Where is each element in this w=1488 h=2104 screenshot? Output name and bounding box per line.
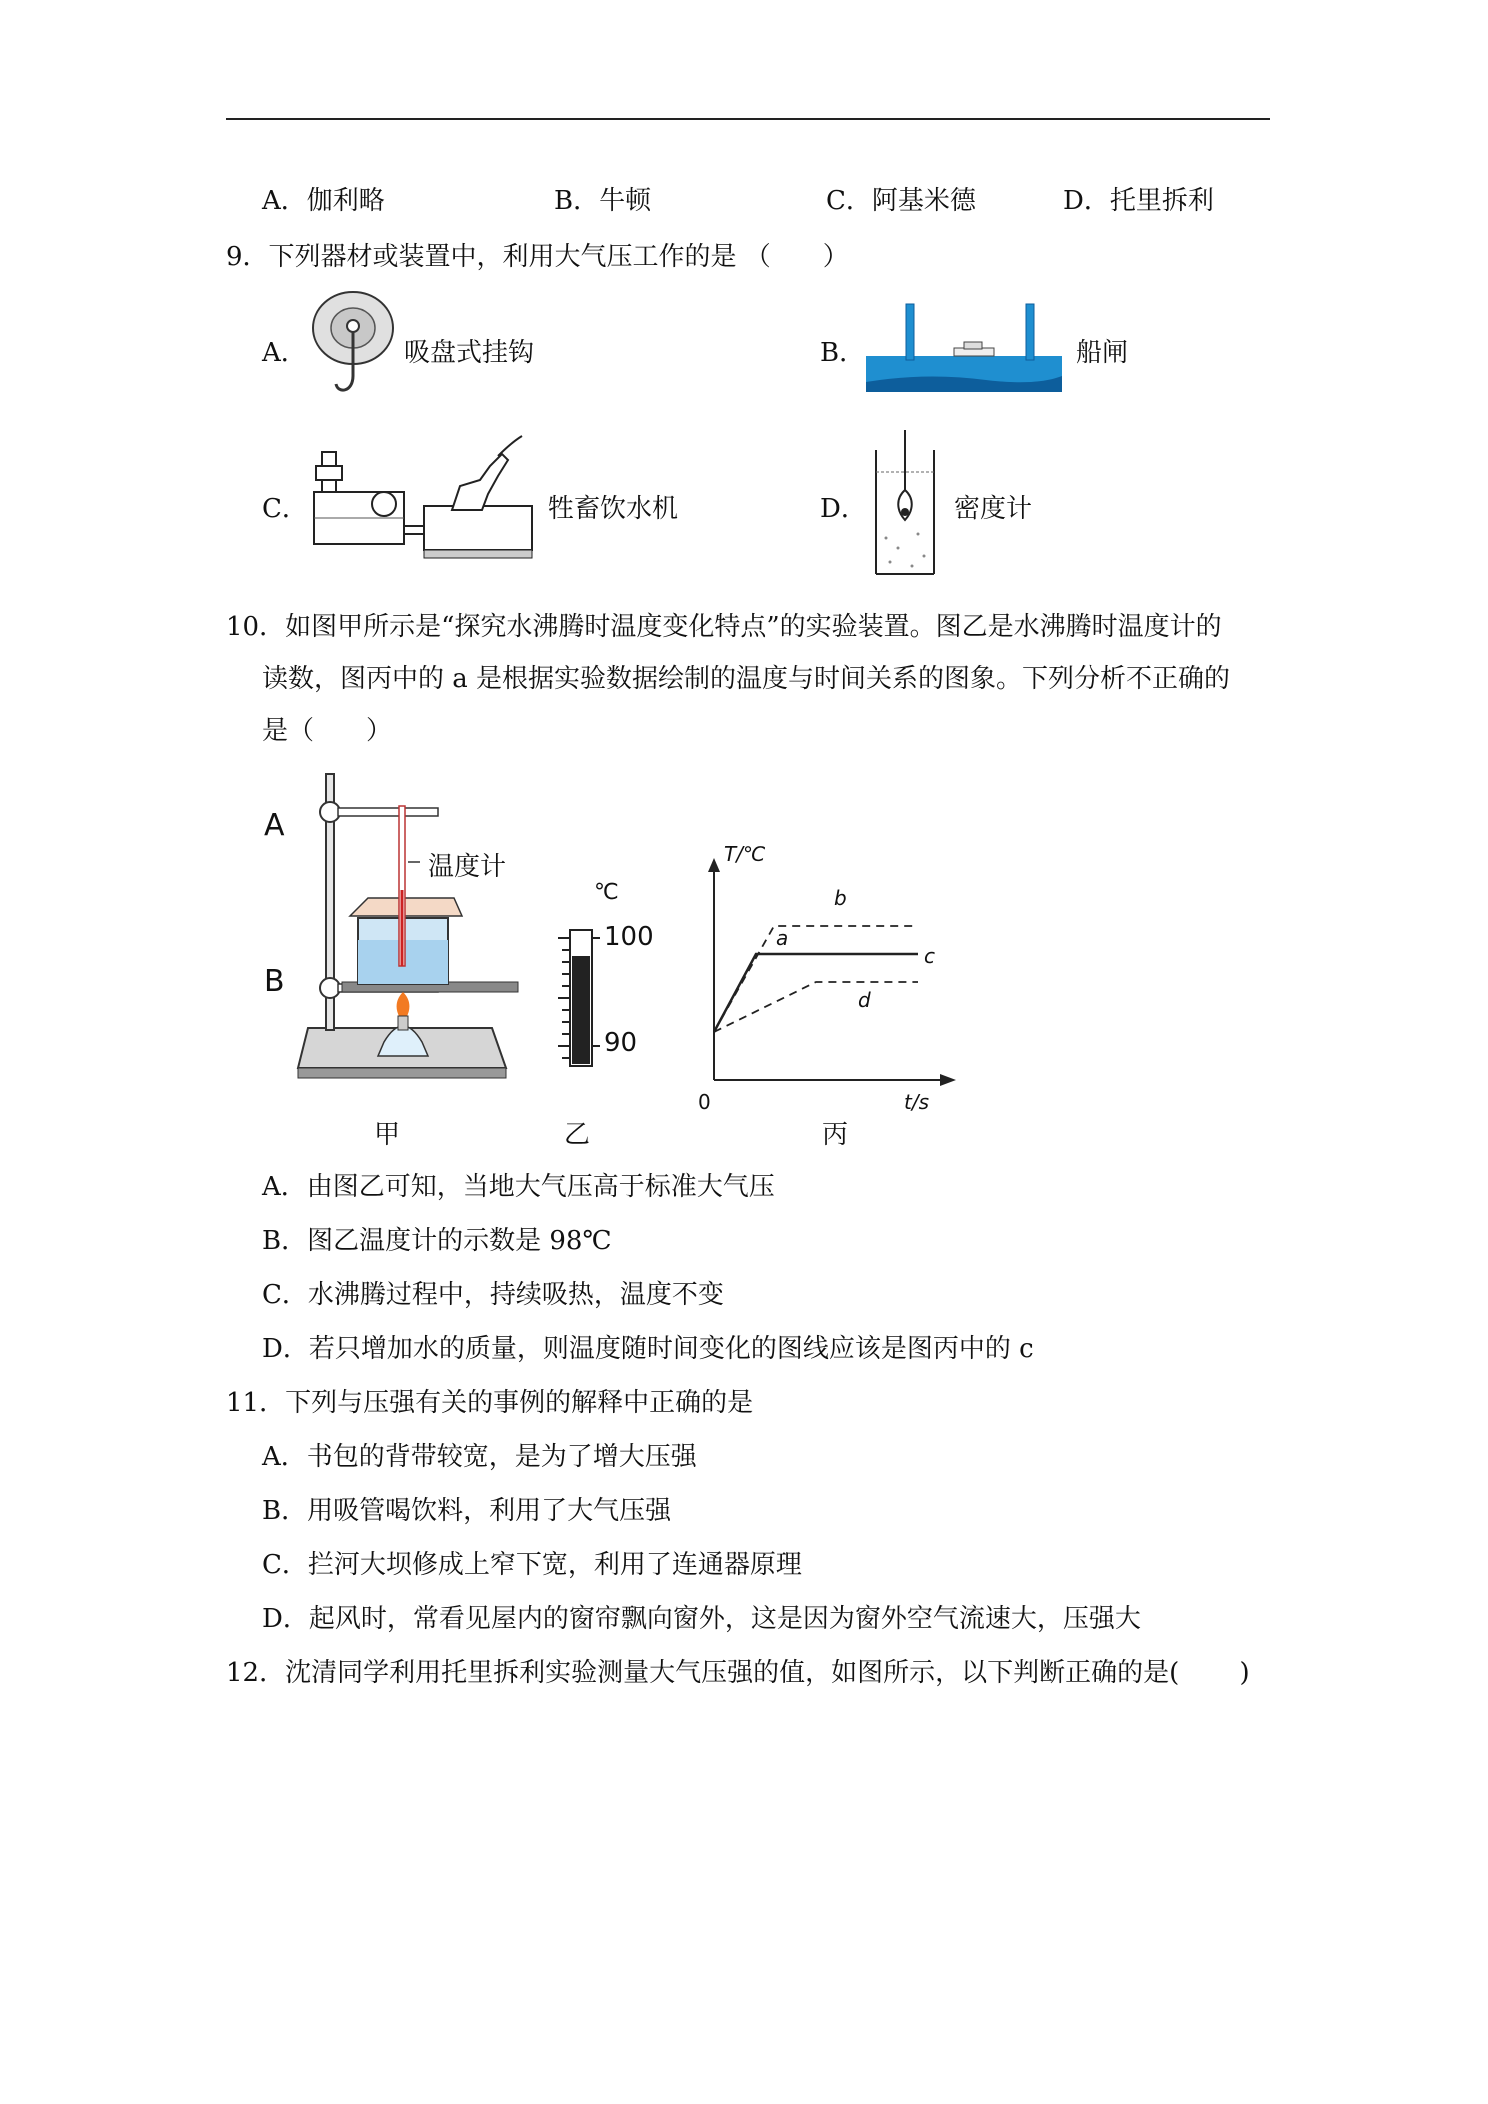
q10-stem-line3: 是（ ）: [262, 716, 393, 746]
graph-origin-label: 0: [698, 1090, 711, 1114]
q10-option-b: B．图乙温度计的示数是 98℃: [262, 1226, 612, 1256]
q11-option-d: D．起风时，常看见屋内的窗帘飘向窗外，这是因为窗外空气流速大，压强大: [262, 1604, 1141, 1634]
thermometer-label: 温度计: [428, 852, 507, 882]
ship-lock-icon: [866, 300, 1062, 392]
q9-option-b-label: 船闸: [1076, 338, 1129, 368]
boiling-apparatus-figure: [258, 770, 518, 1100]
graph-y-axis-label: T/℃: [724, 842, 766, 866]
graph-x-axis-label: t/s: [904, 1090, 929, 1114]
scale-tick-100: 100: [604, 922, 654, 952]
clamp-label-b: B: [264, 964, 285, 999]
q8-option-d: D．托里拆利: [1063, 186, 1214, 216]
temperature-time-graph: [700, 856, 960, 1096]
q10-option-d: D．若只增加水的质量，则温度随时间变化的图线应该是图丙中的 c: [262, 1334, 1034, 1364]
q9-option-a-label: 吸盘式挂钩: [404, 338, 535, 368]
q9-stem: 9．下列器材或装置中，利用大气压工作的是 （ ）: [226, 242, 849, 272]
q9-option-d-letter: D．: [820, 494, 867, 524]
q10-option-c: C．水沸腾过程中，持续吸热，温度不变: [262, 1280, 724, 1310]
figure-caption-jia: 甲: [374, 1120, 401, 1150]
scale-tick-90: 90: [604, 1028, 638, 1058]
hydrometer-icon: [868, 428, 942, 576]
q9-option-c-label: 牲畜饮水机: [548, 494, 679, 524]
line-label-c: c: [924, 944, 935, 968]
line-label-d: d: [858, 988, 871, 1012]
q10-stem-line2: 读数，图丙中的 a 是根据实验数据绘制的温度与时间关系的图象。下列分析不正确的: [262, 664, 1231, 694]
figure-caption-bing: 丙: [822, 1120, 849, 1150]
figure-caption-yi: 乙: [564, 1120, 591, 1150]
q11-option-a: A．书包的背带较宽，是为了增大压强: [262, 1442, 697, 1472]
clamp-label-a: A: [264, 808, 285, 843]
q8-option-b: B．牛顿: [554, 186, 652, 216]
q11-option-c: C．拦河大坝修成上窄下宽，利用了连通器原理: [262, 1550, 802, 1580]
q8-option-a: A．伽利略: [262, 186, 385, 216]
q9-option-c-letter: C．: [262, 494, 308, 524]
q10-stem-line1: 10．如图甲所示是“探究水沸腾时温度变化特点”的实验装置。图乙是水沸腾时温度计的: [226, 612, 1222, 642]
suction-hook-icon: [308, 290, 398, 402]
q9-option-b-letter: B．: [820, 338, 866, 368]
q10-option-a: A．由图乙可知，当地大气压高于标准大气压: [262, 1172, 775, 1202]
q9-option-d-label: 密度计: [954, 494, 1033, 524]
line-label-b: b: [834, 886, 847, 910]
livestock-waterer-icon: [312, 436, 532, 564]
q8-option-c: C．阿基米德: [826, 186, 976, 216]
line-label-a: a: [776, 926, 789, 950]
q11-stem: 11．下列与压强有关的事例的解释中正确的是: [226, 1388, 754, 1418]
q12-stem: 12．沈清同学利用托里拆利实验测量大气压强的值，如图所示，以下判断正确的是( ): [226, 1658, 1250, 1688]
q9-option-a-letter: A．: [262, 338, 307, 368]
q11-option-b: B．用吸管喝饮料，利用了大气压强: [262, 1496, 672, 1526]
header-rule: [226, 118, 1270, 120]
temperature-unit: ℃: [594, 880, 619, 905]
